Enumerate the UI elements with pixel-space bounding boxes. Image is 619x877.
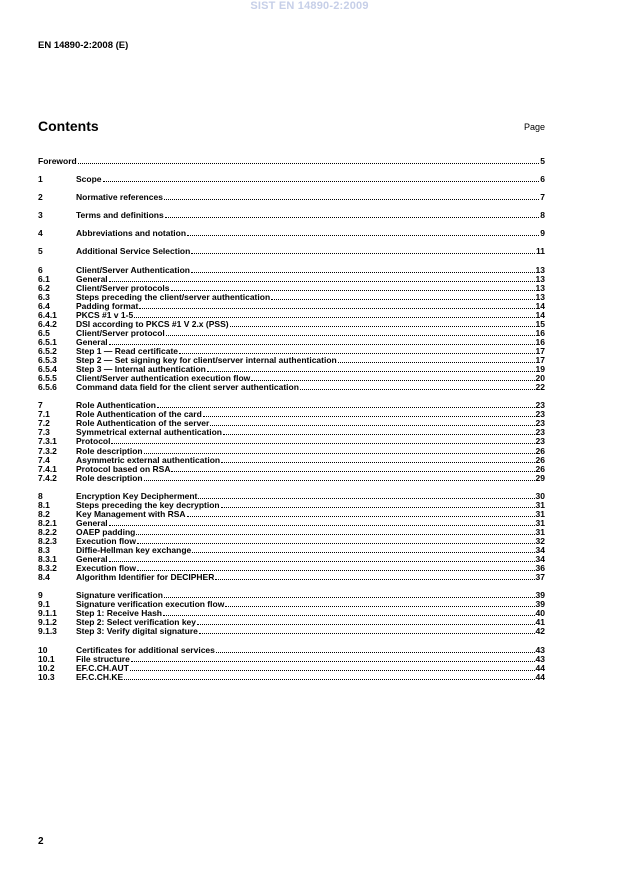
toc-entry[interactable] [38, 546, 545, 555]
toc-entry-page: 6 [540, 174, 545, 185]
toc-entry[interactable] [38, 193, 545, 202]
toc-dot-leader [163, 614, 535, 616]
toc-entry[interactable] [38, 428, 545, 437]
toc-entry-title: Command data field for the client server authentication [76, 382, 299, 393]
toc-entry-title: Protocol [76, 436, 111, 447]
toc-entry-number: 8.2.1 [38, 517, 57, 528]
toc-entry-title: Role description [76, 445, 143, 456]
toc-entry-number: 7.3.1 [38, 436, 57, 447]
toc-entry-number: 8.3.1 [38, 554, 57, 565]
toc-dot-leader [198, 497, 534, 499]
toc-dot-leader [187, 515, 535, 517]
toc-dot-leader [165, 216, 540, 218]
toc-entry-page: 31 [535, 517, 545, 528]
toc-entry-page: 13 [535, 282, 545, 293]
toc-entry-number: 7.4 [38, 454, 50, 465]
toc-entry-number: 8.2 [38, 508, 50, 519]
toc-entry-page: 42 [535, 626, 545, 637]
toc-entry-title: Role Authentication of the card [76, 409, 202, 420]
toc-dot-leader [136, 533, 534, 535]
toc-entry-title: Asymmetric external authentication [76, 454, 221, 465]
toc-entry[interactable] [38, 247, 545, 256]
toc-entry-title: Client/Server protocols [76, 282, 170, 293]
toc-entry-title: Certificates for additional services [76, 644, 215, 655]
toc-entry-title: Step 1: Receive Hash [76, 608, 162, 619]
toc-entry-number: 8.1 [38, 499, 50, 510]
toc-entry-number: 6.5.1 [38, 336, 57, 347]
toc-entry-page: 31 [535, 499, 545, 510]
toc-dot-leader [225, 605, 534, 607]
toc-entry-number: 6.5.4 [38, 364, 57, 375]
toc-entry-number: 9 [38, 590, 43, 601]
toc-dot-leader [199, 632, 535, 634]
toc-entry-title: OAEP padding [76, 526, 136, 537]
toc-entry-title: Terms and definitions [76, 210, 164, 221]
toc-dot-leader [109, 280, 535, 282]
toc-entry-title: Client/Server authentication execution flow [76, 373, 251, 384]
toc-dot-leader [221, 461, 534, 463]
toc-entry-page: 41 [535, 617, 545, 628]
page-column-label: Page [523, 122, 545, 132]
toc-entry-page: 39 [535, 590, 545, 601]
toc-entry-page: 22 [535, 382, 545, 393]
toc-entry-title: Client/Server protocol [76, 327, 165, 338]
toc-entry-page: 13 [535, 291, 545, 302]
table-of-contents [38, 157, 545, 682]
toc-entry-title: PKCS #1 v 1-5 [76, 309, 134, 320]
toc-entry-number: 9.1.3 [38, 626, 57, 637]
toc-dot-leader [164, 596, 535, 598]
toc-entry-title: General [76, 517, 108, 528]
toc-entry-page: 43 [535, 653, 545, 664]
toc-entry-page: 17 [535, 345, 545, 356]
toc-entry-number: 6.5.2 [38, 345, 57, 356]
toc-entry[interactable] [38, 266, 545, 275]
toc-entry-page: 8 [540, 210, 545, 221]
document-id: EN 14890-2:2008 (E) [38, 40, 129, 51]
toc-entry-title: File structure [76, 653, 130, 664]
toc-entry-page: 23 [535, 400, 545, 411]
toc-entry-page: 32 [535, 535, 545, 546]
toc-entry-number: 7 [38, 400, 43, 411]
toc-entry-title: Execution flow [76, 535, 136, 546]
toc-entry-page: 34 [535, 554, 545, 565]
toc-entry-title: General [76, 336, 108, 347]
toc-entry-number: 8.3 [38, 545, 50, 556]
toc-entry[interactable] [38, 157, 545, 166]
toc-entry-page: 31 [535, 526, 545, 537]
toc-entry-title: Normative references [76, 192, 163, 203]
toc-entry-number: 6.1 [38, 273, 50, 284]
toc-entry-title: DSI according to PKCS #1 V 2.x (PSS) [76, 318, 229, 329]
toc-entry[interactable] [38, 673, 545, 682]
toc-dot-leader [144, 479, 535, 481]
toc-entry-title: Key Management with RSA [76, 508, 186, 519]
toc-entry-page: 39 [535, 599, 545, 610]
toc-dot-leader [137, 569, 535, 571]
toc-entry[interactable] [38, 175, 545, 184]
toc-entry-page: 14 [535, 300, 545, 311]
toc-dot-leader [221, 506, 535, 508]
toc-dot-leader [130, 669, 535, 671]
toc-entry-number: 7.4.1 [38, 463, 57, 474]
toc-entry-number: 8.3.2 [38, 563, 57, 574]
toc-entry-number: 10.3 [38, 671, 55, 682]
toc-dot-leader [192, 551, 534, 553]
toc-entry-number: 6.5 [38, 327, 50, 338]
toc-entry-number: 9.1.2 [38, 617, 57, 628]
toc-entry-number: 10.2 [38, 662, 55, 673]
toc-entry-title: Diffie-Hellman key exchange [76, 545, 192, 556]
toc-entry-number: 9.1 [38, 599, 50, 610]
toc-entry-title: Signature verification execution flow [76, 599, 225, 610]
toc-dot-leader [191, 271, 535, 273]
toc-entry[interactable] [38, 627, 545, 636]
toc-dot-leader [191, 252, 535, 254]
toc-entry-page: 16 [535, 336, 545, 347]
toc-entry-title: Encryption Key Decipherment [76, 490, 198, 501]
toc-entry-title: Symmetrical external authentication [76, 427, 222, 438]
toc-entry[interactable] [38, 229, 545, 238]
toc-dot-leader [137, 542, 535, 544]
toc-dot-leader [207, 370, 535, 372]
toc-dot-leader [109, 560, 535, 562]
toc-entry-number: 7.4.2 [38, 472, 57, 483]
toc-dot-leader [171, 289, 535, 291]
toc-entry-title: Execution flow [76, 563, 136, 574]
toc-dot-leader [215, 578, 534, 580]
toc-entry-page: 26 [535, 445, 545, 456]
toc-entry-page: 23 [535, 427, 545, 438]
toc-dot-leader [166, 334, 535, 336]
toc-dot-leader [157, 406, 535, 408]
toc-entry[interactable] [38, 474, 545, 483]
toc-entry-title: Step 3: Verify digital signature [76, 626, 198, 637]
toc-entry-title: Step 1 — Read certificate [76, 345, 179, 356]
toc-entry-page: 23 [535, 409, 545, 420]
toc-entry-page: 44 [535, 662, 545, 673]
toc-entry-page: 26 [535, 463, 545, 474]
toc-entry-page: 5 [540, 156, 545, 166]
toc-dot-leader [230, 325, 535, 327]
toc-entry-number: 7.2 [38, 418, 50, 429]
toc-entry-page: 13 [535, 273, 545, 284]
toc-dot-leader [210, 424, 534, 426]
toc-entry-page: 30 [535, 490, 545, 501]
toc-entry-number: 10 [38, 644, 48, 655]
toc-entry-page: 31 [535, 508, 545, 519]
toc-entry-page: 23 [535, 436, 545, 447]
toc-entry-title: Signature verification [76, 590, 163, 601]
toc-entry-page: 43 [535, 644, 545, 655]
toc-dot-leader [134, 316, 534, 318]
toc-dot-leader [131, 660, 535, 662]
toc-entry[interactable] [38, 329, 545, 338]
toc-entry-title: Role Authentication [76, 400, 156, 411]
toc-entry-number: 8.4 [38, 572, 50, 583]
toc-entry[interactable] [38, 383, 545, 392]
toc-entry-number: 9.1.1 [38, 608, 57, 619]
toc-entry-title: Role Authentication of the server [76, 418, 210, 429]
toc-entry-title: General [76, 273, 108, 284]
toc-dot-leader [78, 162, 540, 164]
toc-entry-number: 10.1 [38, 653, 55, 664]
toc-entry-title: General [76, 554, 108, 565]
toc-entry-page: 16 [535, 327, 545, 338]
toc-entry-number: 6.5.3 [38, 355, 57, 366]
toc-dot-leader [223, 433, 535, 435]
toc-dot-leader [164, 198, 539, 200]
watermark: SIST EN 14890-2:2009 [250, 0, 369, 12]
toc-entry-title: Padding format [76, 300, 139, 311]
toc-entry-number: 6.4.2 [38, 318, 57, 329]
toc-entry-page: 40 [535, 608, 545, 619]
page-number: 2 [38, 836, 44, 847]
toc-dot-leader [216, 651, 535, 653]
toc-entry-number: 6.2 [38, 282, 50, 293]
toc-entry-page: 34 [535, 545, 545, 556]
toc-dot-leader [203, 415, 535, 417]
toc-entry-page: 26 [535, 454, 545, 465]
toc-entry-page: 29 [535, 472, 545, 483]
toc-entry-page: 19 [535, 364, 545, 375]
toc-entry-number: 6 [38, 264, 43, 275]
toc-entry-title: Abbreviations and notation [76, 228, 187, 239]
toc-entry-number: 5 [38, 246, 43, 257]
toc-entry[interactable] [38, 211, 545, 220]
toc-dot-leader [187, 234, 539, 236]
toc-dot-leader [171, 470, 534, 472]
toc-dot-leader [144, 452, 535, 454]
toc-dot-leader [109, 343, 535, 345]
toc-entry-page: 23 [535, 418, 545, 429]
toc-entry-title: Additional Service Selection [76, 246, 191, 257]
toc-entry-title: EF.C.CH.KE [76, 671, 124, 682]
toc-entry-page: 44 [535, 671, 545, 682]
toc-entry-page: 13 [535, 264, 545, 275]
toc-entry-number: 4 [38, 228, 43, 239]
toc-entry-title: Steps preceding the client/server authentication [76, 291, 271, 302]
toc-entry-title: Algorithm Identifier for DECIPHER [76, 572, 215, 583]
toc-entry-page: 36 [535, 563, 545, 574]
toc-dot-leader [251, 379, 534, 381]
toc-entry-number: 6.5.6 [38, 382, 57, 393]
toc-entry-number: 1 [38, 174, 43, 185]
toc-dot-leader [197, 623, 535, 625]
toc-entry-number: 2 [38, 192, 43, 203]
page-title: Contents [38, 118, 99, 134]
toc-entry-page: 14 [535, 309, 545, 320]
toc-entry-number: 8 [38, 490, 43, 501]
toc-entry-title: Client/Server Authentication [76, 264, 190, 275]
toc-entry-page: 7 [540, 192, 545, 203]
toc-entry-page: 37 [535, 572, 545, 583]
toc-dot-leader [139, 307, 534, 309]
toc-entry-number: 7.3 [38, 427, 50, 438]
toc-entry-number: 6.4.1 [38, 309, 57, 320]
toc-dot-leader [103, 180, 540, 182]
toc-entry-page: 17 [535, 355, 545, 366]
toc-entry-number: 6.5.5 [38, 373, 57, 384]
toc-entry-title: Scope [76, 174, 102, 185]
toc-entry-number: 7.1 [38, 409, 50, 420]
toc-dot-leader [300, 388, 535, 390]
toc-entry-page: 11 [536, 246, 545, 257]
toc-dot-leader [124, 678, 534, 680]
toc-entry-number: 3 [38, 210, 43, 221]
toc-entry-number: 6.4 [38, 300, 50, 311]
toc-dot-leader [109, 524, 535, 526]
toc-entry-title: Step 2 — Set signing key for client/server internal authentication [76, 355, 337, 366]
toc-entry-number: 6.3 [38, 291, 50, 302]
toc-dot-leader [179, 352, 534, 354]
toc-dot-leader [338, 361, 535, 363]
toc-entry-title: EF.C.CH.AUT [76, 662, 129, 673]
toc-dot-leader [111, 442, 534, 444]
toc-entry-title: Step 2: Select verification key [76, 617, 196, 628]
toc-entry-title: Role description [76, 472, 143, 483]
toc-entry-title: Steps preceding the key decryption [76, 499, 220, 510]
toc-entry[interactable] [38, 573, 545, 582]
toc-entry-title: Protocol based on RSA [76, 463, 171, 474]
toc-entry-page: 9 [540, 228, 545, 239]
toc-entry-number: 8.2.2 [38, 526, 57, 537]
toc-entry-title: Step 3 — Internal authentication [76, 364, 206, 375]
toc-entry-title: Foreword [38, 156, 77, 166]
toc-entry-number: 7.3.2 [38, 445, 57, 456]
toc-dot-leader [271, 298, 534, 300]
toc-entry[interactable] [38, 510, 545, 519]
toc-entry-page: 20 [535, 373, 545, 384]
toc-entry-page: 15 [535, 318, 545, 329]
toc-entry-number: 8.2.3 [38, 535, 57, 546]
